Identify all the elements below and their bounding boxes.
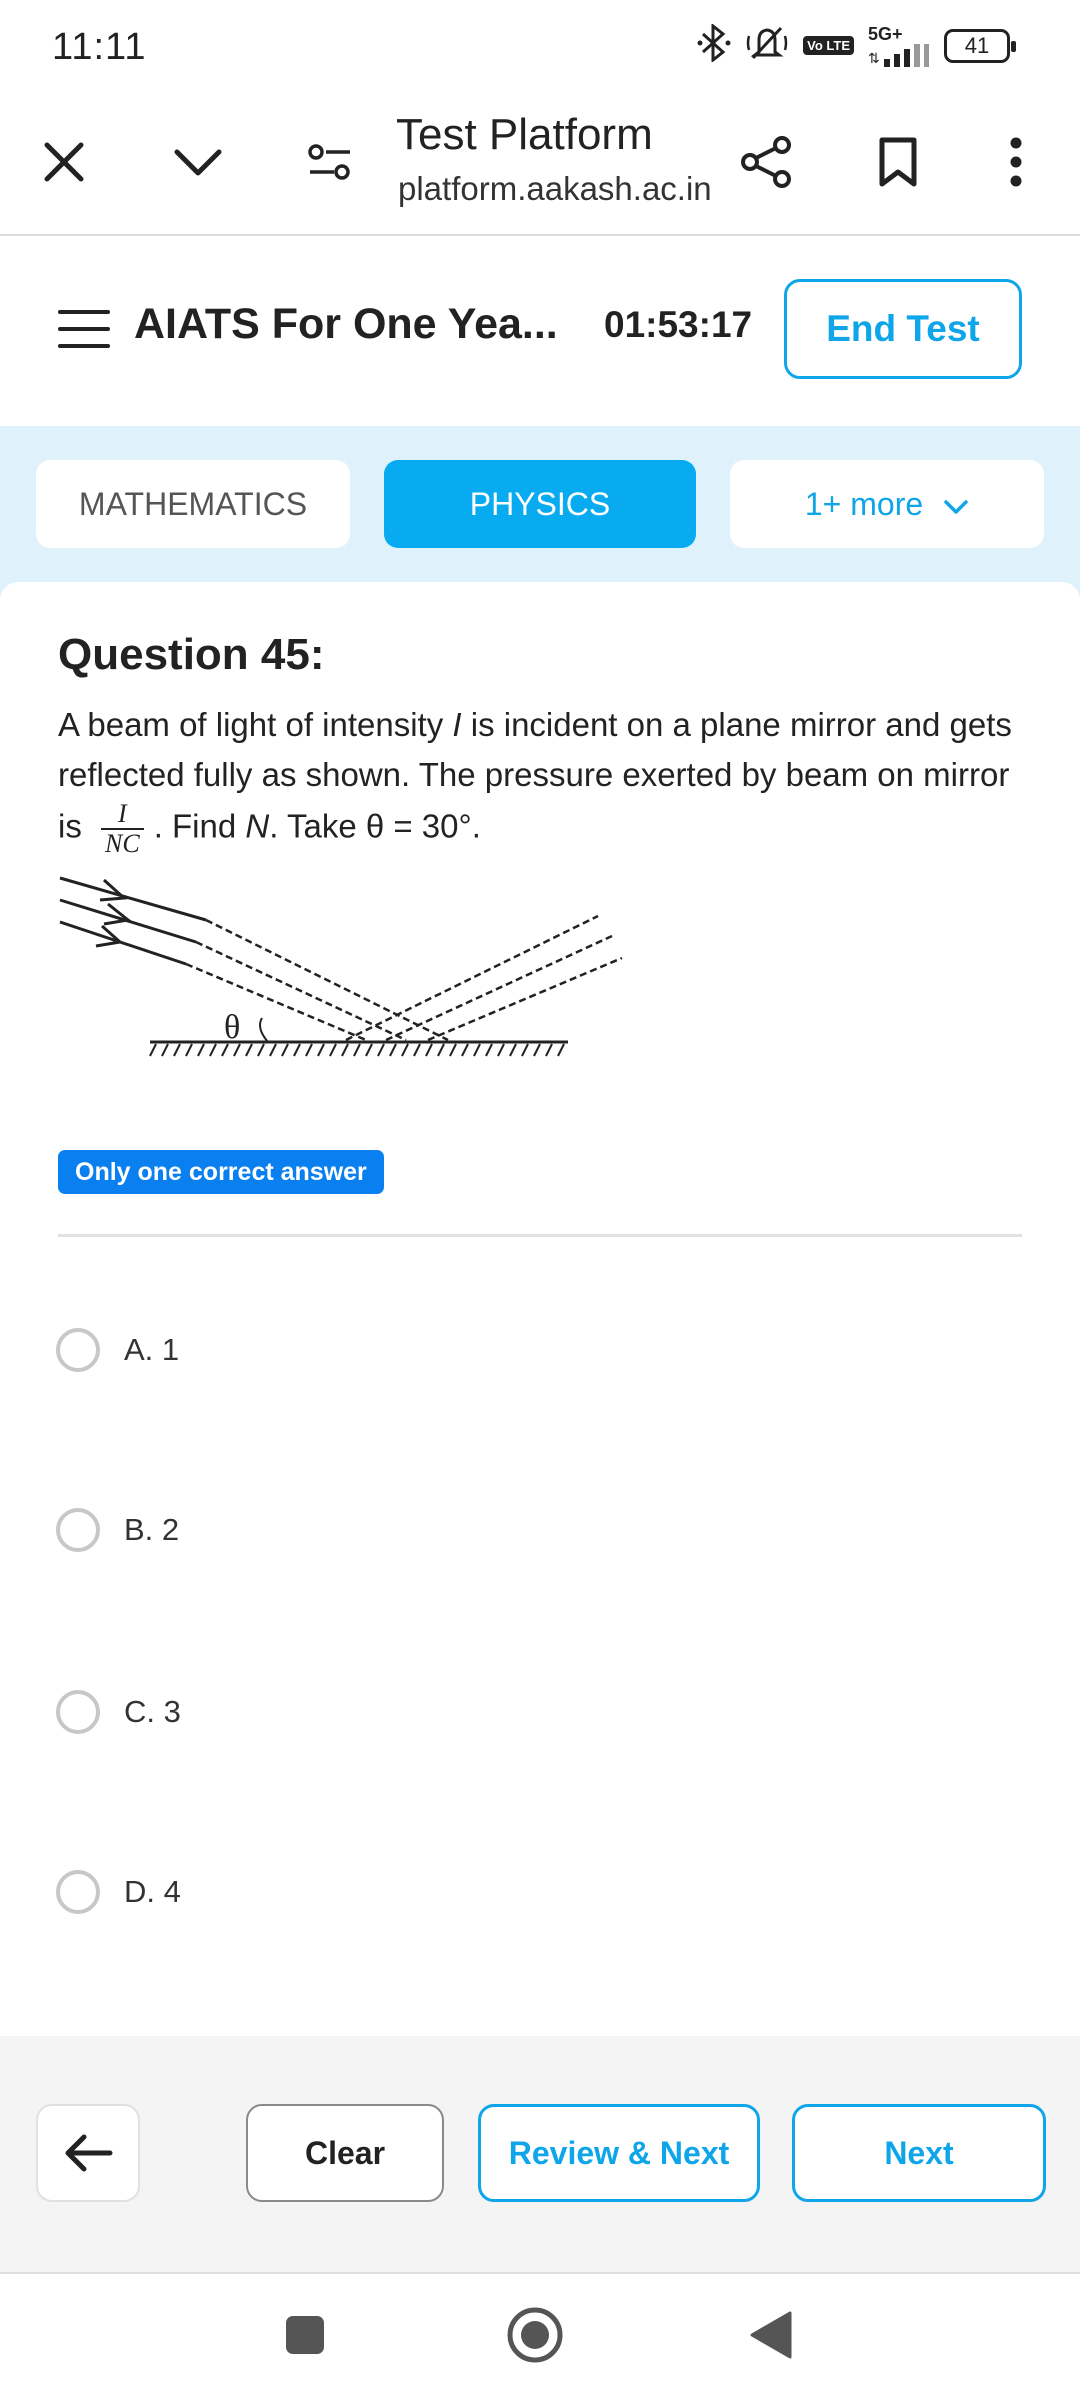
- back-icon[interactable]: [736, 2300, 806, 2370]
- bookmark-icon[interactable]: [862, 126, 934, 198]
- system-nav-bar: [0, 2274, 1080, 2400]
- signal-icon: [868, 25, 930, 67]
- answer-type-badge: Only one correct answer: [58, 1150, 384, 1194]
- option-d[interactable]: [56, 1852, 1016, 1932]
- theta-label: θ: [224, 1009, 241, 1046]
- option-b[interactable]: [56, 1490, 1016, 1570]
- subject-tabs: [0, 426, 1080, 596]
- status-icons: [697, 24, 1010, 67]
- next-button[interactable]: Next: [792, 2104, 1046, 2202]
- tab-mathematics[interactable]: MATHEMATICS: [36, 460, 350, 548]
- test-header: [0, 236, 1080, 426]
- radio-icon[interactable]: [56, 1870, 100, 1914]
- previous-button[interactable]: [36, 2104, 140, 2202]
- end-test-button[interactable]: End Test: [784, 279, 1022, 379]
- menu-icon[interactable]: [58, 310, 110, 348]
- question-action-bar: [0, 2036, 1080, 2274]
- option-a[interactable]: [56, 1310, 1016, 1390]
- more-icon[interactable]: [980, 126, 1052, 198]
- question-card: [0, 582, 1080, 2036]
- test-title: AIATS For One Yea...: [134, 300, 558, 348]
- home-icon[interactable]: [500, 2300, 570, 2370]
- tab-more[interactable]: [730, 460, 1044, 548]
- arrow-left-icon: [62, 2133, 114, 2173]
- radio-icon[interactable]: [56, 1508, 100, 1552]
- browser-toolbar: [0, 96, 1080, 236]
- chevron-down-icon: [943, 486, 969, 523]
- svg-text:⇅: ⇅: [868, 50, 880, 67]
- mirror-reflection-diagram: [56, 872, 636, 1072]
- site-settings-icon[interactable]: [294, 126, 366, 198]
- option-c[interactable]: [56, 1672, 1016, 1752]
- radio-icon[interactable]: [56, 1328, 100, 1372]
- option-label: B. 2: [124, 1512, 180, 1547]
- intensity-symbol: I: [452, 706, 462, 743]
- option-label: D. 4: [124, 1874, 181, 1909]
- pressure-fraction: $\frac{I}{NC}$: [101, 800, 144, 858]
- option-label: C. 3: [124, 1694, 181, 1729]
- recents-icon[interactable]: [270, 2300, 340, 2370]
- mute-icon: [745, 24, 789, 67]
- find-symbol: N: [245, 807, 270, 845]
- page-title: Test Platform: [396, 110, 653, 159]
- volte-badge: Vo LTE: [803, 36, 854, 55]
- question-number: Question 45:: [58, 630, 325, 679]
- question-text: A beam of light of intensity I is incident on a plane mirror and gets reflected fully as shown. The pressure exerted by beam on mirror is $\frac{I}{NC}$ . Find N. Take θ = 30°.: [58, 706, 1012, 858]
- chevron-down-icon[interactable]: [162, 126, 234, 198]
- bluetooth-icon: [697, 24, 731, 67]
- network-type: 5G+: [868, 23, 903, 44]
- test-timer: 01:53:17: [604, 304, 753, 345]
- status-time: 11:11: [52, 26, 147, 68]
- status-bar: [0, 0, 1080, 96]
- divider: [58, 1234, 1022, 1237]
- tab-physics[interactable]: PHYSICS: [384, 460, 696, 548]
- tab-more-label: 1+ more: [804, 485, 924, 522]
- radio-icon[interactable]: [56, 1690, 100, 1734]
- clear-button[interactable]: Clear: [246, 2104, 444, 2202]
- battery-icon: 41: [944, 29, 1010, 63]
- url-text[interactable]: platform.aakash.ac.in: [398, 170, 712, 207]
- share-icon[interactable]: [730, 126, 802, 198]
- option-label: A. 1: [124, 1332, 180, 1367]
- close-icon[interactable]: [28, 126, 100, 198]
- review-next-button[interactable]: Review & Next: [478, 2104, 760, 2202]
